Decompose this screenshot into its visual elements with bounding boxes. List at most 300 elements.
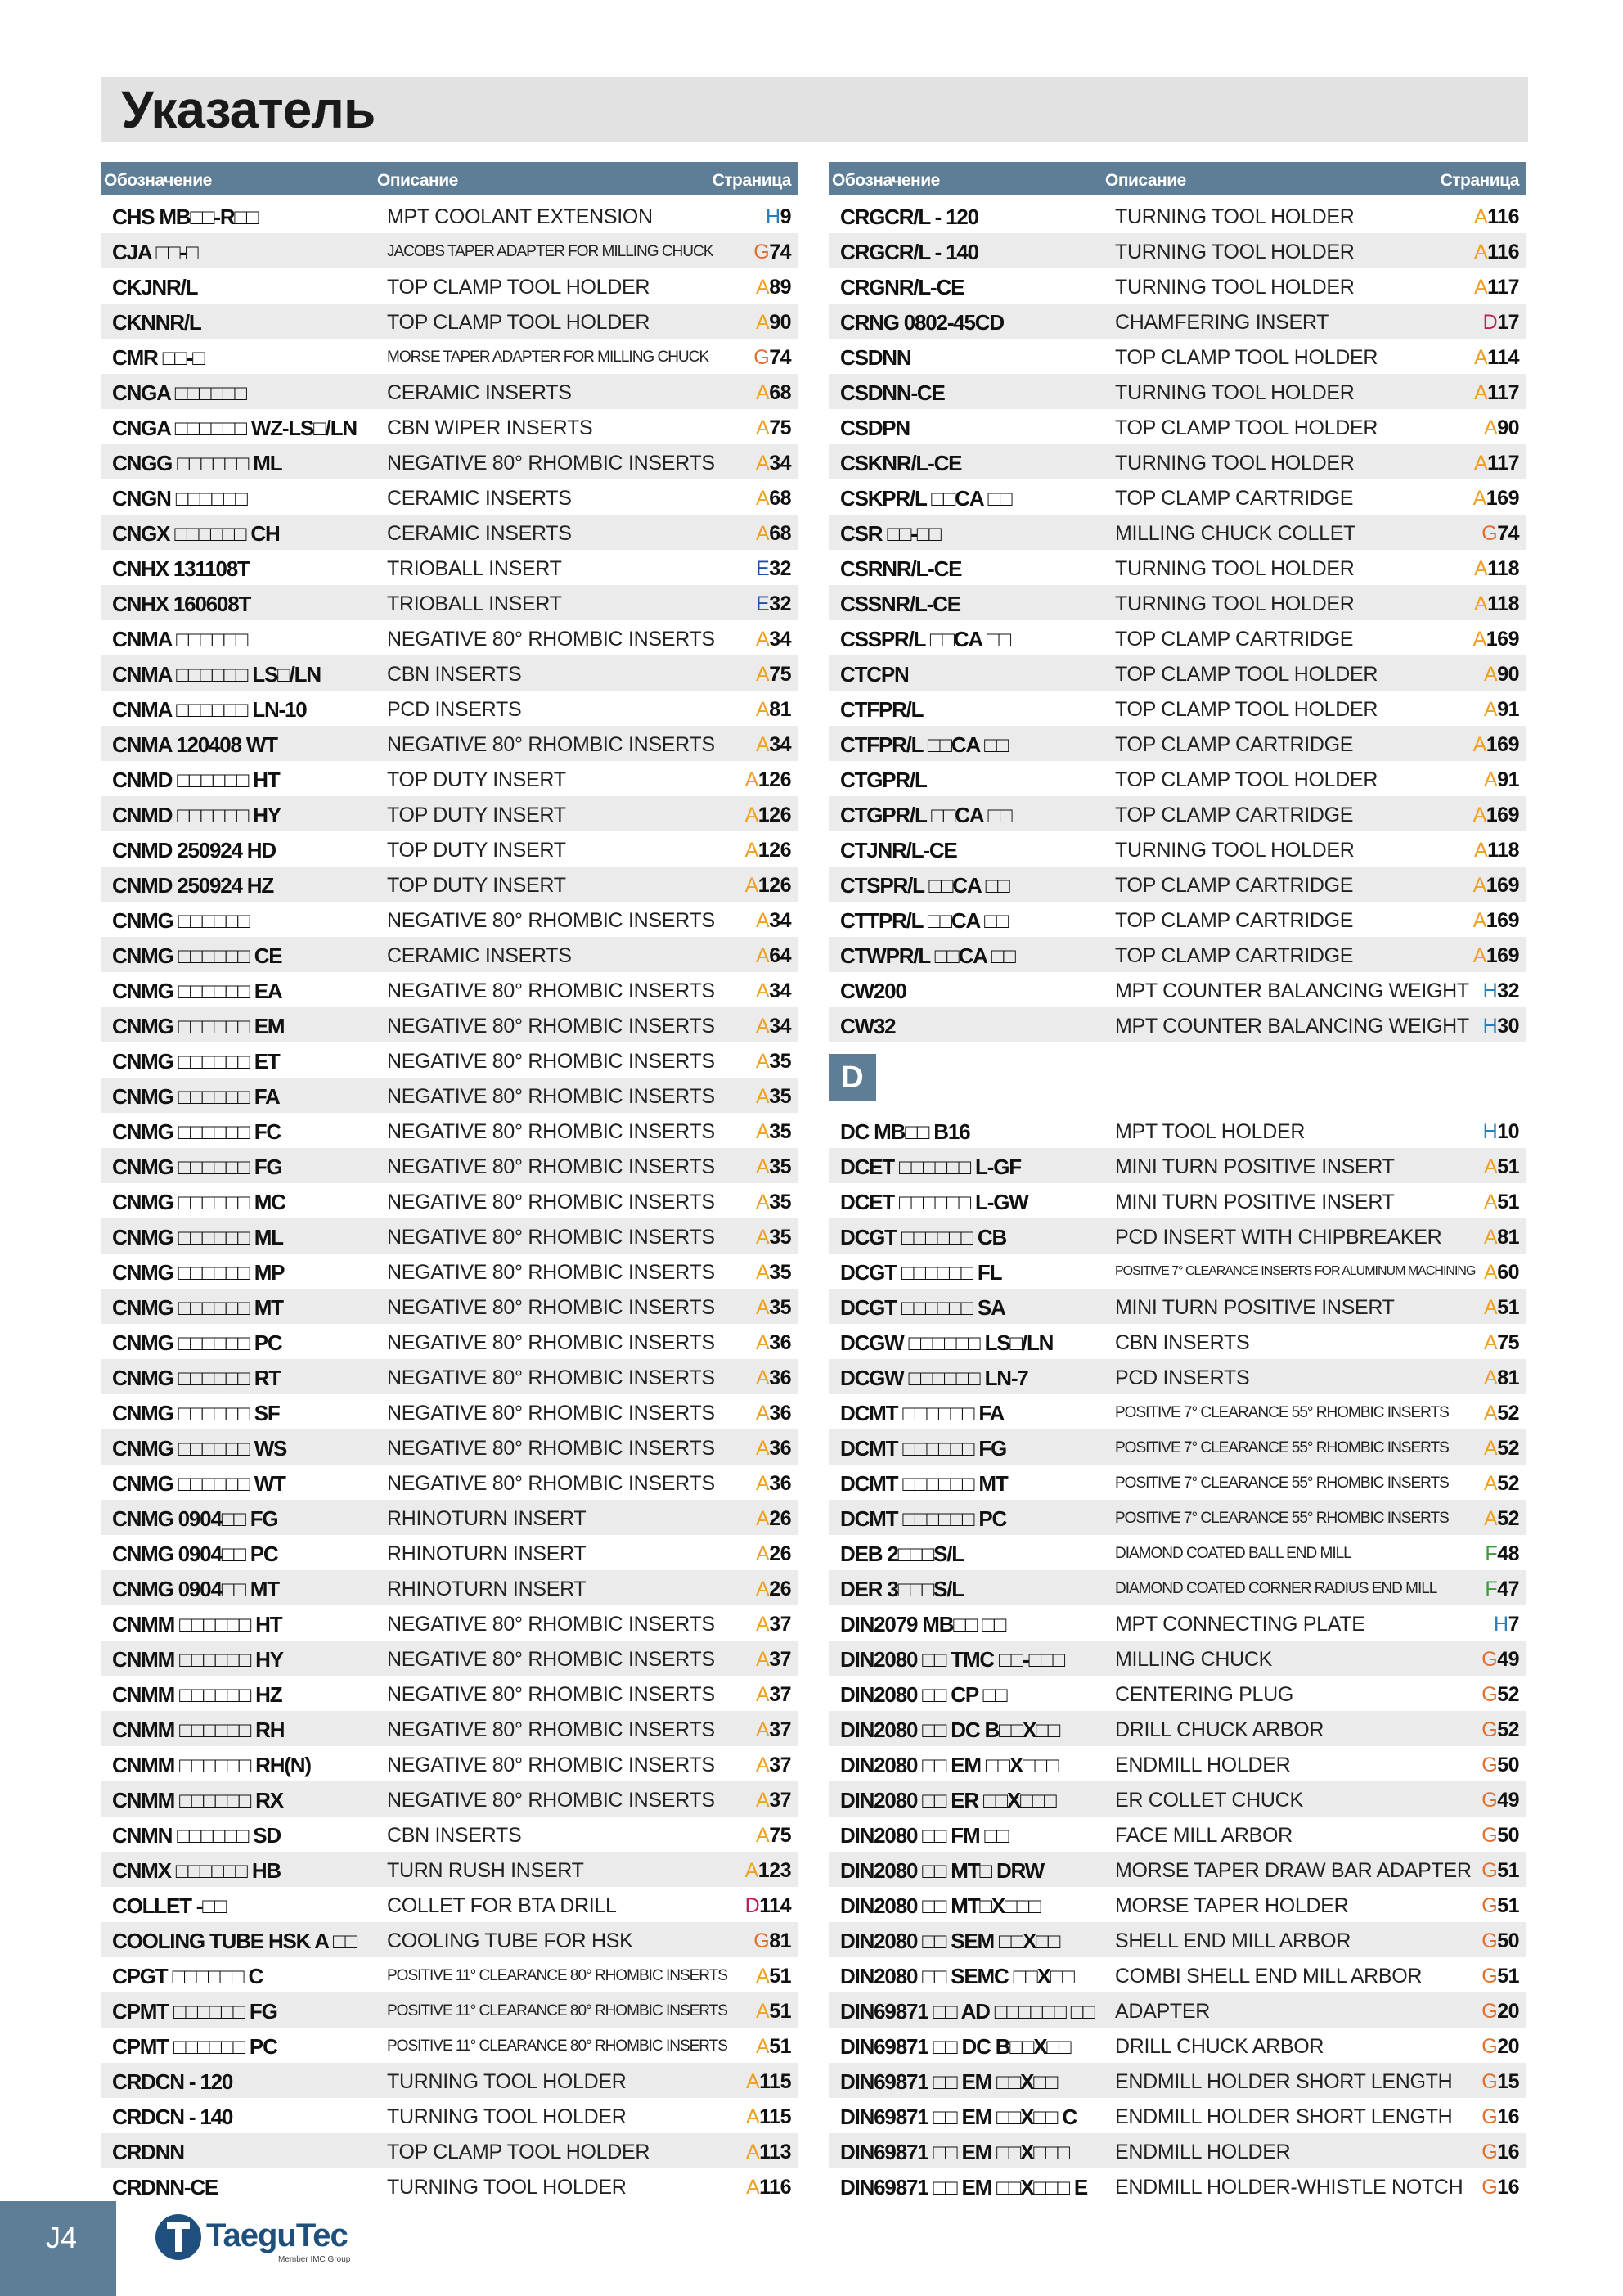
item-page-ref[interactable] <box>1483 1120 1519 1144</box>
index-row <box>101 339 798 374</box>
page-number: 30 <box>1497 1015 1519 1038</box>
item-page-ref[interactable] <box>1484 663 1519 687</box>
section-letter: A <box>756 663 770 686</box>
item-page-ref[interactable] <box>1474 241 1519 264</box>
item-page-ref[interactable] <box>756 1789 791 1812</box>
item-code: DC MB□□ B16 <box>840 1119 970 1144</box>
section-letter: A <box>745 2070 760 2093</box>
page-number: 117 <box>1487 276 1519 299</box>
index-row <box>101 1359 798 1394</box>
brand-name: TaeguTec <box>206 2217 348 2253</box>
index-row <box>829 1922 1526 1957</box>
item-code: CRGCR/L - 120 <box>840 205 978 229</box>
section-letter: A <box>1473 346 1488 369</box>
item-page-ref[interactable] <box>756 628 791 651</box>
section-letter: A <box>744 804 758 826</box>
item-page-ref[interactable] <box>746 2176 791 2199</box>
item-page-ref[interactable] <box>1484 1226 1519 1249</box>
item-page-ref[interactable] <box>1473 874 1519 898</box>
item-code: CNMG □□□□□□ FC <box>112 1119 281 1144</box>
item-page-ref[interactable] <box>745 1894 791 1918</box>
item-page-ref[interactable] <box>753 346 791 370</box>
item-code: CRDNN-CE <box>112 2175 218 2199</box>
item-page-ref[interactable] <box>756 1015 791 1038</box>
item-description: POSITIVE 7° CLEARANCE 55° RHOMBIC INSERTS <box>1115 1474 1449 1492</box>
item-page-ref[interactable] <box>1485 1542 1519 1566</box>
section-letter: A <box>756 944 770 967</box>
item-code: CNMM □□□□□□ RX <box>112 1788 283 1812</box>
item-page-ref[interactable] <box>1483 979 1519 1003</box>
page-number: 47 <box>1497 1578 1519 1600</box>
item-page-ref[interactable] <box>766 205 791 229</box>
item-page-ref[interactable] <box>756 1296 791 1320</box>
section-letter: H <box>1482 979 1498 1002</box>
table-header <box>101 162 798 195</box>
section-letter: A <box>756 1578 770 1600</box>
index-row <box>101 2028 798 2063</box>
item-page-ref[interactable] <box>756 1613 791 1636</box>
item-description: POSITIVE 11° CLEARANCE 80° RHOMBIC INSERTS <box>387 1967 727 1984</box>
item-page-ref[interactable] <box>756 1331 791 1355</box>
item-page-ref[interactable] <box>756 2035 791 2059</box>
item-page-ref[interactable] <box>1481 2176 1519 2199</box>
item-description: CERAMIC INSERTS <box>387 944 572 967</box>
index-row <box>829 1781 1526 1817</box>
page-number: 169 <box>1486 733 1519 756</box>
section-letter: A <box>756 1824 770 1847</box>
item-page-ref[interactable] <box>1484 1296 1519 1320</box>
section-letter: G <box>1481 1789 1498 1812</box>
item-page-ref[interactable] <box>1481 2000 1519 2024</box>
section-letter: A <box>1484 1226 1498 1249</box>
section-letter: A <box>756 909 770 932</box>
item-page-ref[interactable] <box>1484 1507 1519 1531</box>
item-page-ref[interactable] <box>745 839 791 862</box>
item-page-ref[interactable] <box>1494 1613 1519 1636</box>
item-page-ref[interactable] <box>1473 628 1519 651</box>
section-letter: G <box>753 1929 770 1952</box>
index-column-left <box>101 162 798 2204</box>
item-description: TOP CLAMP TOOL HOLDER <box>1115 346 1378 369</box>
page-number: 34 <box>769 733 791 756</box>
item-code: CSDPN <box>840 416 910 440</box>
item-page-ref[interactable] <box>1481 2105 1519 2129</box>
index-row <box>101 1465 798 1500</box>
item-page-ref[interactable] <box>1474 557 1519 581</box>
item-page-ref[interactable] <box>1481 1648 1519 1672</box>
item-description: NEGATIVE 80° RHOMBIC INSERTS <box>387 1472 715 1495</box>
item-code: DIN2080 □□ TMC □□-□□□ <box>840 1647 1064 1672</box>
item-page-ref[interactable] <box>1481 2141 1519 2164</box>
item-page-ref[interactable] <box>756 381 791 405</box>
index-row <box>101 1711 798 1746</box>
section-letter: A <box>756 979 770 1002</box>
item-page-ref[interactable] <box>756 1402 791 1425</box>
index-row <box>829 2063 1526 2098</box>
item-code: CTFPR/L □□CA □□ <box>840 732 1009 757</box>
section-letter: A <box>1484 1402 1498 1425</box>
page-number: 7 <box>1508 1613 1519 1636</box>
item-description: MPT COUNTER BALANCING WEIGHT <box>1115 979 1469 1002</box>
item-description: TURNING TOOL HOLDER <box>387 2105 627 2128</box>
section-letter: F <box>1485 1578 1498 1600</box>
item-page-ref[interactable] <box>1481 1859 1519 1883</box>
index-row <box>101 655 798 691</box>
section-letter: A <box>756 416 770 439</box>
page-number: 48 <box>1497 1542 1519 1565</box>
item-page-ref[interactable] <box>1473 487 1519 511</box>
item-page-ref[interactable] <box>756 1578 791 1601</box>
item-description: TURNING TOOL HOLDER <box>1115 381 1355 404</box>
item-page-ref[interactable] <box>756 416 791 440</box>
item-code: DIN69871 □□ EM □□X□□ <box>840 2069 1058 2094</box>
section-letter: A <box>1472 874 1486 897</box>
item-page-ref[interactable] <box>756 698 791 722</box>
section-letter: G <box>1481 1754 1498 1776</box>
item-description: COLLET FOR BTA DRILL <box>387 1894 617 1917</box>
item-page-ref[interactable] <box>756 311 791 335</box>
item-page-ref[interactable] <box>1481 1683 1519 1707</box>
item-page-ref[interactable] <box>746 2070 791 2094</box>
item-page-ref[interactable] <box>1484 1402 1519 1425</box>
section-letter: A <box>756 1472 770 1495</box>
item-code: CNMG □□□□□□ FA <box>112 1084 280 1109</box>
item-description: TOP CLAMP CARTRIDGE <box>1115 733 1354 756</box>
index-row <box>101 1957 798 1992</box>
section-letter: G <box>1481 1965 1498 1988</box>
item-page-ref[interactable] <box>753 241 791 264</box>
item-page-ref[interactable] <box>756 944 791 968</box>
item-description: NEGATIVE 80° RHOMBIC INSERTS <box>387 1402 715 1425</box>
item-code: CNMG □□□□□□ MP <box>112 1260 285 1285</box>
item-page-ref[interactable] <box>1474 276 1519 299</box>
section-letter: A <box>1473 276 1488 299</box>
item-description: TOP CLAMP TOOL HOLDER <box>1115 416 1378 439</box>
item-description: TURNING TOOL HOLDER <box>1115 557 1355 580</box>
item-code: CSDNN-CE <box>840 380 945 405</box>
index-row <box>829 1746 1526 1781</box>
item-description: NEGATIVE 80° RHOMBIC INSERTS <box>387 1085 715 1108</box>
item-page-ref[interactable] <box>756 1542 791 1566</box>
item-page-ref[interactable] <box>1484 768 1519 792</box>
item-description: CERAMIC INSERTS <box>387 381 572 404</box>
index-row <box>101 1394 798 1429</box>
item-page-ref[interactable] <box>1474 452 1519 475</box>
page-number: 123 <box>758 1859 791 1882</box>
section-letter: A <box>1484 1437 1498 1460</box>
item-page-ref[interactable] <box>756 1683 791 1707</box>
item-page-ref[interactable] <box>1481 1789 1519 1812</box>
item-code: DCGT □□□□□□ SA <box>840 1295 1005 1320</box>
section-letter: G <box>1481 1859 1498 1882</box>
item-page-ref[interactable] <box>1484 1261 1519 1285</box>
item-code: COOLING TUBE HSK A □□ <box>112 1929 357 1953</box>
item-page-ref[interactable] <box>756 1824 791 1848</box>
index-row <box>829 761 1526 796</box>
index-row <box>829 1957 1526 1992</box>
brand-logo <box>155 2209 368 2267</box>
page-number: 52 <box>1497 1472 1519 1495</box>
index-row <box>101 1746 798 1781</box>
item-page-ref[interactable] <box>1474 381 1519 405</box>
item-description: TOP DUTY INSERT <box>387 804 566 826</box>
index-row <box>829 1359 1526 1394</box>
page-number: 169 <box>1486 874 1519 897</box>
item-page-ref[interactable] <box>1481 1754 1519 1777</box>
item-page-ref[interactable] <box>756 733 791 757</box>
item-description: TOP CLAMP TOOL HOLDER <box>387 276 650 299</box>
index-row <box>101 902 798 937</box>
page-number: 17 <box>1497 311 1519 334</box>
index-rows-right-bottom <box>829 1113 1526 2204</box>
item-page-ref[interactable] <box>756 1718 791 1742</box>
item-page-ref[interactable] <box>756 1648 791 1672</box>
index-row <box>101 1570 798 1605</box>
item-description: MINI TURN POSITIVE INSERT <box>1115 1155 1395 1178</box>
page-number: 36 <box>769 1402 791 1425</box>
item-description: DRILL CHUCK ARBOR <box>1115 2035 1324 2058</box>
item-page-ref[interactable] <box>1484 1472 1519 1496</box>
item-page-ref[interactable] <box>1481 1894 1519 1918</box>
item-description: TOP CLAMP TOOL HOLDER <box>1115 768 1378 791</box>
section-letter: D <box>1482 311 1498 334</box>
item-description: TOP DUTY INSERT <box>387 768 566 791</box>
title-bar <box>101 77 1528 142</box>
index-row <box>101 304 798 339</box>
item-page-ref[interactable] <box>756 1226 791 1249</box>
item-page-ref[interactable] <box>756 1191 791 1214</box>
index-row <box>829 1570 1526 1605</box>
item-code: CNMG □□□□□□ EA <box>112 979 282 1003</box>
page-number: 116 <box>1487 241 1519 263</box>
item-page-ref[interactable] <box>1473 804 1519 827</box>
section-letter: A <box>756 311 770 334</box>
item-code: DCET □□□□□□ L-GF <box>840 1155 1021 1179</box>
item-page-ref[interactable] <box>745 874 791 898</box>
item-code: CNMM □□□□□□ HT <box>112 1612 282 1636</box>
section-letter: A <box>1484 416 1498 439</box>
header-page: Страница <box>1440 171 1519 190</box>
header-desc: Описание <box>377 171 458 190</box>
item-page-ref[interactable] <box>756 487 791 511</box>
item-code: CSKPR/L □□CA □□ <box>840 486 1012 511</box>
item-code: CNMA □□□□□□ LS□/LN <box>112 662 321 687</box>
item-page-ref[interactable] <box>756 557 791 581</box>
item-page-ref[interactable] <box>1484 1366 1519 1390</box>
item-page-ref[interactable] <box>1481 1824 1519 1848</box>
item-page-ref[interactable] <box>756 2000 791 2024</box>
index-row <box>829 409 1526 444</box>
page-number: 74 <box>769 241 791 263</box>
item-page-ref[interactable] <box>745 804 791 827</box>
item-page-ref[interactable] <box>1483 1015 1519 1038</box>
item-page-ref[interactable] <box>746 2141 791 2164</box>
item-description: RHINOTURN INSERT <box>387 1507 587 1530</box>
section-letter: A <box>1473 205 1488 228</box>
page-number: 81 <box>769 698 791 721</box>
page-number: 169 <box>1486 804 1519 826</box>
item-code: CNMG □□□□□□ SF <box>112 1401 280 1425</box>
item-code: CTJNR/L-CE <box>840 838 957 862</box>
item-code: CNHX 131108T <box>112 556 250 581</box>
item-page-ref[interactable] <box>756 1754 791 1777</box>
item-page-ref[interactable] <box>1484 1437 1519 1461</box>
index-row <box>829 2133 1526 2168</box>
item-page-ref[interactable] <box>746 2105 791 2129</box>
item-code: DCGW □□□□□□ LN-7 <box>840 1366 1028 1390</box>
item-code: CNMG □□□□□□ WT <box>112 1471 285 1496</box>
item-code: CSSNR/L-CE <box>840 592 960 616</box>
item-page-ref[interactable] <box>756 1085 791 1109</box>
item-code: DCMT □□□□□□ FA <box>840 1401 1005 1425</box>
item-page-ref[interactable] <box>756 979 791 1003</box>
item-page-ref[interactable] <box>745 1859 791 1883</box>
item-code: CNMG □□□□□□ PC <box>112 1330 282 1355</box>
item-page-ref[interactable] <box>756 276 791 299</box>
page-number: 117 <box>1487 452 1519 475</box>
item-code: CNMX □□□□□□ HB <box>112 1858 281 1883</box>
item-page-ref[interactable] <box>1485 1578 1519 1601</box>
section-letter: G <box>1481 1894 1498 1917</box>
item-page-ref[interactable] <box>756 1050 791 1074</box>
page-number: 51 <box>1497 1155 1519 1178</box>
item-description: NEGATIVE 80° RHOMBIC INSERTS <box>387 1754 715 1776</box>
item-description: MORSE TAPER HOLDER <box>1115 1894 1349 1917</box>
index-row <box>101 233 798 268</box>
item-description: TOP CLAMP CARTRIDGE <box>1115 874 1354 897</box>
item-code: CPMT □□□□□□ PC <box>112 2034 277 2059</box>
brand-subtitle: Member IMC Group <box>278 2255 351 2264</box>
item-page-ref[interactable] <box>756 663 791 687</box>
index-row <box>101 585 798 620</box>
section-letter: A <box>1484 768 1498 791</box>
item-page-ref[interactable] <box>1484 416 1519 440</box>
index-row <box>101 726 798 761</box>
section-letter: G <box>1481 1648 1498 1671</box>
index-row <box>101 409 798 444</box>
item-page-ref[interactable] <box>1473 944 1519 968</box>
index-row <box>829 374 1526 409</box>
item-description: TOP CLAMP CARTRIDGE <box>1115 487 1354 510</box>
item-code: CSKNR/L-CE <box>840 451 962 475</box>
item-description: NEGATIVE 80° RHOMBIC INSERTS <box>387 1155 715 1178</box>
page-number: 81 <box>1497 1366 1519 1389</box>
item-page-ref[interactable] <box>1481 2070 1519 2094</box>
header-desc: Описание <box>1105 171 1186 190</box>
item-page-ref[interactable] <box>1481 2035 1519 2059</box>
page-number: 113 <box>759 2141 791 2163</box>
item-page-ref[interactable] <box>756 1261 791 1285</box>
item-description: ER COLLET CHUCK <box>1115 1789 1303 1812</box>
section-letter: G <box>1481 2176 1498 2199</box>
page-number: 51 <box>1497 1859 1519 1882</box>
item-description: NEGATIVE 80° RHOMBIC INSERTS <box>387 733 715 756</box>
item-page-ref[interactable] <box>753 1929 791 1953</box>
item-page-ref[interactable] <box>1474 592 1519 616</box>
item-page-ref[interactable] <box>1484 698 1519 722</box>
item-page-ref[interactable] <box>756 452 791 475</box>
item-page-ref[interactable] <box>1484 1191 1519 1214</box>
index-row <box>829 1148 1526 1183</box>
item-page-ref[interactable] <box>756 1120 791 1144</box>
page-number: 34 <box>769 452 791 475</box>
item-page-ref[interactable] <box>756 1366 791 1390</box>
index-row <box>101 972 798 1007</box>
item-code: CNMA □□□□□□ LN-10 <box>112 697 307 722</box>
item-page-ref[interactable] <box>1484 1155 1519 1179</box>
item-page-ref[interactable] <box>756 1437 791 1461</box>
item-page-ref[interactable] <box>745 768 791 792</box>
item-page-ref[interactable] <box>1481 1965 1519 1988</box>
item-page-ref[interactable] <box>1481 1718 1519 1742</box>
item-code: CRDCN - 120 <box>112 2069 233 2094</box>
item-page-ref[interactable] <box>1483 311 1519 335</box>
section-letter: A <box>756 1965 770 1988</box>
page-number: 64 <box>769 944 791 967</box>
index-rows-right-top <box>829 198 1526 1042</box>
section-letter: F <box>1485 1542 1498 1565</box>
item-code: DIN2080 □□ FM □□ <box>840 1823 1009 1848</box>
item-description: TOP DUTY INSERT <box>387 874 566 897</box>
item-page-ref[interactable] <box>756 1965 791 1988</box>
item-page-ref[interactable] <box>1481 522 1519 546</box>
index-row <box>829 479 1526 515</box>
item-description: RHINOTURN INSERT <box>387 1578 587 1600</box>
item-page-ref[interactable] <box>1481 1929 1519 1953</box>
page-number: 90 <box>1497 416 1519 439</box>
index-row <box>101 1429 798 1465</box>
item-page-ref[interactable] <box>1473 909 1519 933</box>
page-number: 16 <box>1497 2176 1519 2199</box>
section-letter: A <box>756 452 770 475</box>
index-row <box>101 1042 798 1078</box>
section-letter: A <box>756 1789 770 1812</box>
index-row <box>829 902 1526 937</box>
item-page-ref[interactable] <box>1474 346 1519 370</box>
page-number: 51 <box>1497 1191 1519 1213</box>
item-page-ref[interactable] <box>756 522 791 546</box>
item-code: CTFPR/L <box>840 697 924 722</box>
item-page-ref[interactable] <box>1474 205 1519 229</box>
item-code: CNMG □□□□□□ <box>112 908 250 933</box>
page-number: 126 <box>758 839 791 862</box>
item-page-ref[interactable] <box>756 592 791 616</box>
item-page-ref[interactable] <box>1484 1331 1519 1355</box>
index-row <box>829 655 1526 691</box>
index-row <box>829 550 1526 585</box>
item-code: CNMD 250924 HZ <box>112 873 274 898</box>
item-code: CNGA □□□□□□ WZ-LS□/LN <box>112 416 357 440</box>
index-row <box>829 1113 1526 1148</box>
item-page-ref[interactable] <box>756 1155 791 1179</box>
item-code: CKJNR/L <box>112 275 198 299</box>
item-page-ref[interactable] <box>756 1472 791 1496</box>
page-number: 16 <box>1497 2105 1519 2128</box>
section-letter: A <box>756 1718 770 1741</box>
item-description: TOP CLAMP TOOL HOLDER <box>387 311 650 334</box>
section-letter: A <box>756 1015 770 1038</box>
index-row <box>829 1465 1526 1500</box>
item-page-ref[interactable] <box>1473 733 1519 757</box>
section-letter: A <box>756 1366 770 1389</box>
page-number: 32 <box>1497 979 1519 1002</box>
item-page-ref[interactable] <box>1474 839 1519 862</box>
item-page-ref[interactable] <box>756 1507 791 1531</box>
index-row <box>101 1992 798 2028</box>
item-page-ref[interactable] <box>756 909 791 933</box>
item-code: DCMT □□□□□□ FG <box>840 1436 1007 1461</box>
page-number: 89 <box>769 276 791 299</box>
